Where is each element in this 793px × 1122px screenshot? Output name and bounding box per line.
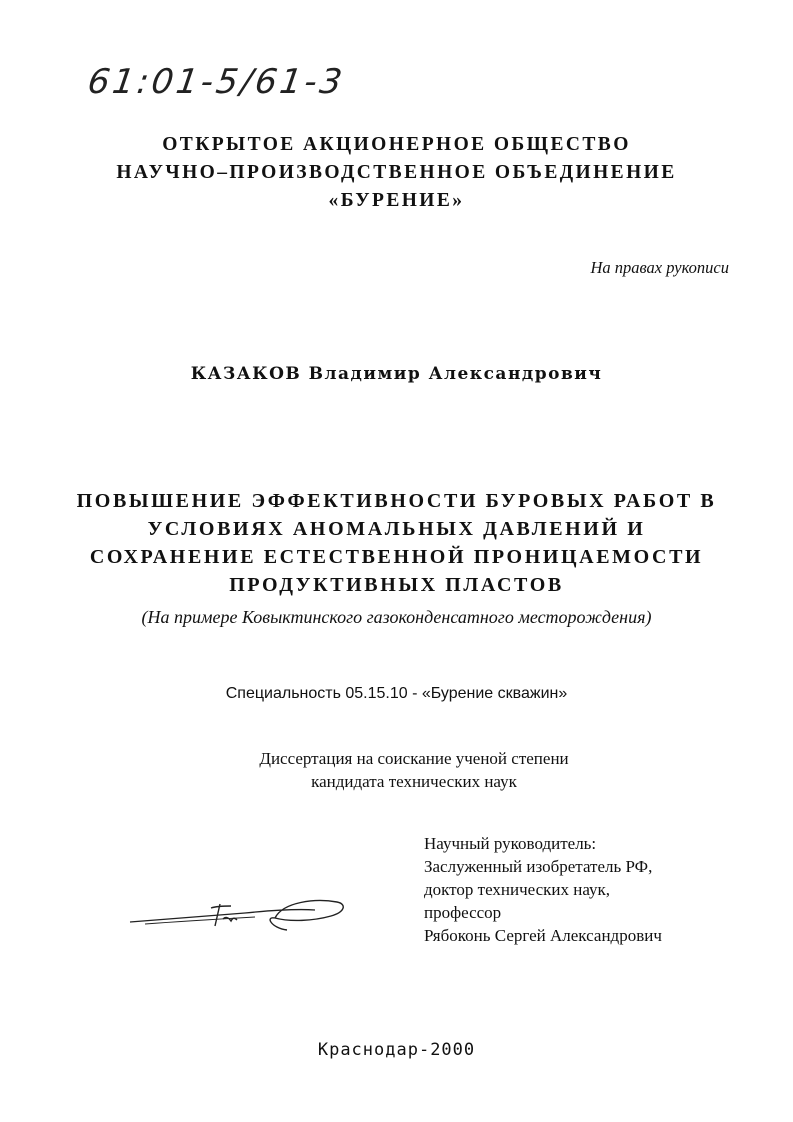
dissertation-line-2: кандидата технических наук [311,772,517,791]
organization-line-1: ОТКРЫТОЕ АКЦИОНЕРНОЕ ОБЩЕСТВО [162,134,631,155]
organization-line-3: «БУРЕНИЕ» [328,190,465,211]
thesis-subtitle: (На примере Ковыктинского газоконденсатного месторождения) [141,607,652,627]
rights-note: На правах рукописи [590,258,729,277]
advisor-name: Рябоконь Сергей Александрович [424,926,662,945]
organization-line-2: НАУЧНО–ПРОИЗВОДСТВЕННОЕ ОБЪЕДИНЕНИЕ [116,162,677,183]
advisor-rank: профессор [424,903,502,922]
advisor-heading: Научный руководитель: [424,834,597,853]
thesis-title-line-2: УСЛОВИЯХ АНОМАЛЬНЫХ ДАВЛЕНИЙ И [147,518,646,540]
advisor-title: Заслуженный изобретатель РФ, [424,857,653,876]
advisor-degree: доктор технических наук, [424,880,611,899]
specialty: Специальность 05.15.10 - «Бурение скважин» [225,685,568,702]
city-year: Краснодар-2000 [317,1040,476,1060]
author-name: КАЗАКОВ Владимир Александрович [190,364,603,384]
signature-graphic [125,892,355,942]
thesis-title-line-1: ПОВЫШЕНИЕ ЭФФЕКТИВНОСТИ БУРОВЫХ РАБОТ В [76,490,717,512]
thesis-title-line-3: СОХРАНЕНИЕ ЕСТЕСТВЕННОЙ ПРОНИЦАЕМОСТИ [89,546,704,568]
dissertation-line-1: Диссертация на соискание ученой степени [259,749,569,768]
handwritten-catalog-number: 61:01-5/61-3 [85,62,348,102]
thesis-title-line-4: ПРОДУКТИВНЫХ ПЛАСТОВ [229,574,564,596]
